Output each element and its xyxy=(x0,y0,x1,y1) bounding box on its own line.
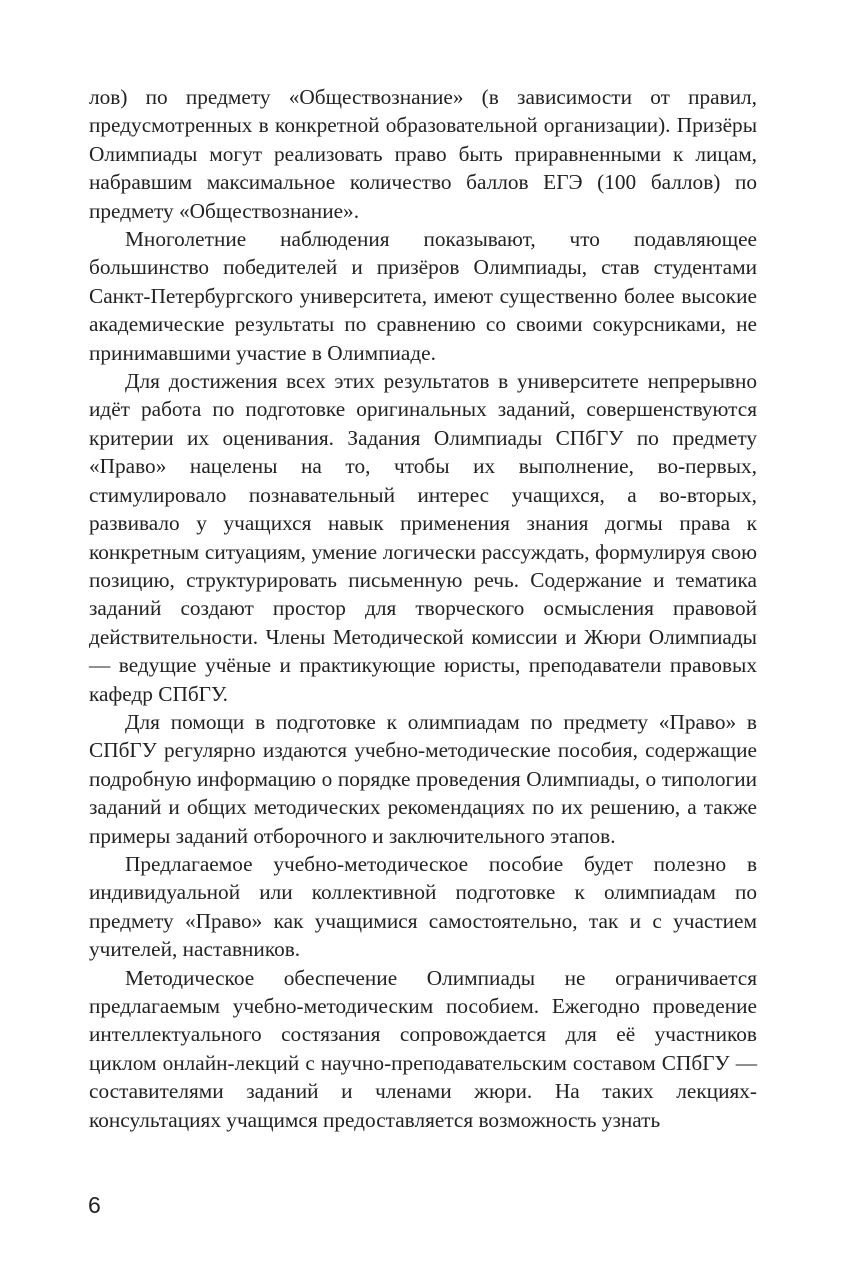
paragraph-manual-usefulness: Предлагаемое учебно-методическое пособие будет полезно в индивидуальной или коллективной подготовке к олимпиадам по предмету «Право» как учащимися самостоятельно, так и с участием учителей, наставников. xyxy=(89,851,757,962)
paragraph-tasks: Для достижения всех этих результатов в университете непрерывно идёт работа по подготовке оригинальных заданий, совершенствуются критерии их оценивания. Задания Олимпиады СПбГУ по предмету «Право» нацелены на то, чтобы их выполнение, во-первых, стимулировало познавательный интерес учащихся, а во-вторых, развивало у учащихся навык применения знания догмы права к конкретным ситуациям, умение логически рассуждать, формулируя свою позицию, структурировать письменную речь. Содержание и тематика заданий создают простор для творческого осмысления правовой действительности. Члены Методической комиссии и Жюри Олимпиады — ведущие учёные и практикующие юристы, преподаватели правовых кафедр СПбГУ. xyxy=(89,369,757,706)
paragraph-methodical-support: Методическое обеспечение Олимпиады не ограничивается предлагаемым учебно-методическим пособием. Ежегодно проведение интеллектуального состязания сопровождается для её участников циклом онлайн-лекций с научно-преподавательским составом СПбГУ — составителями заданий и членами жюри. На таких лекциях-консультациях учащимся предоставляется возможность узнать xyxy=(89,965,757,1132)
paragraph-observations: Многолетние наблюдения показывают, что подавляющее большинство победителей и призёров Олимпиады, став студентами Санкт-Петербургского университета, имеют существенно более высокие академические результаты по сравнению со своими сокурсниками, не принимавшими участие в Олимпиаде. xyxy=(89,227,757,365)
paragraph-continuation: лов) по предмету «Обществознание» (в зависимости от правил, предусмотренных в конкретной образовательной организации). Призёры Олимпиады могут реализовать право быть приравненными к лицам, набравшим максимальное количество баллов ЕГЭ (100 баллов) по предмету «Обществознание». xyxy=(89,85,757,223)
page-number: 6 xyxy=(88,1192,101,1218)
body-text xyxy=(89,83,757,1134)
paragraph-study-guides: Для помощи в подготовке к олимпиадам по предмету «Право» в СПбГУ регулярно издаются учебно-методические пособия, содержащие подробную информацию о порядке проведения Олимпиады, о типологии заданий и общих методических рекомендациях по их решению, а также примеры заданий отборочного и заключительного этапов. xyxy=(89,709,757,848)
